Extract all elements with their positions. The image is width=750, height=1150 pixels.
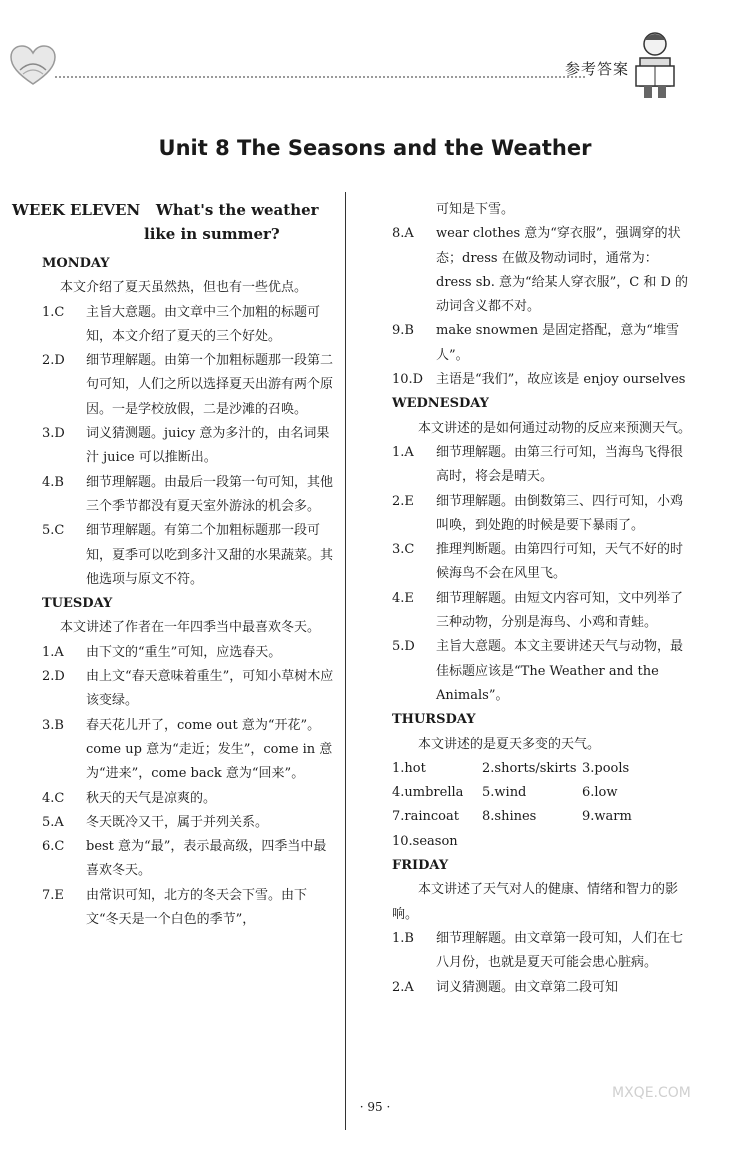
answer-number: 1.C xyxy=(42,304,65,320)
wednesday-intro: 本文讲述的是如何通过动物的反应来预测天气。 xyxy=(418,420,692,436)
day-heading-tuesday: TUESDAY xyxy=(42,596,113,612)
answer-item xyxy=(392,927,692,976)
day-heading-monday: MONDAY xyxy=(42,256,110,271)
week-label: WEEK ELEVEN xyxy=(12,201,141,219)
answer-number: 2.E xyxy=(392,493,414,509)
answer-continuation: 可知是下雪。 xyxy=(436,202,515,217)
unit-title: Unit 8 The Seasons and the Weather xyxy=(158,136,592,160)
right-column xyxy=(392,198,692,1000)
answer-item xyxy=(392,319,692,368)
answer-number: 7.E xyxy=(42,887,64,903)
answer-item xyxy=(42,714,337,787)
answer-number: 5.C xyxy=(42,523,65,539)
answer-number: 1.B xyxy=(392,930,414,946)
answer-item xyxy=(42,884,337,933)
answer-item xyxy=(42,422,337,471)
answer-item xyxy=(392,222,692,319)
answer-number: 5.A xyxy=(42,814,64,830)
word-answer: 1.hot xyxy=(392,760,426,776)
answer-number: 5.D xyxy=(392,639,415,655)
answer-item xyxy=(42,301,337,350)
word-answer-grid xyxy=(392,757,692,854)
answer-text: 推理判断题。由第四行可知，天气不好的时候海鸟不会在风里飞。 xyxy=(436,542,684,582)
page-header xyxy=(0,0,750,110)
week-question-line1: What's the weather xyxy=(155,201,319,219)
word-answer: 5.wind xyxy=(482,785,527,801)
answer-text: 主旨大意题。本文主要讲述天气与动物，最佳标题应该是“The Weather and the Animals”。 xyxy=(436,639,684,703)
answer-number: 3.B xyxy=(42,717,64,733)
answer-number: 2.D xyxy=(42,669,65,685)
answer-text: best 意为“最”，表示最高级，四季当中最喜欢冬天。 xyxy=(86,839,327,879)
day-heading-thursday: THURSDAY xyxy=(392,712,476,728)
answer-item xyxy=(42,787,337,811)
word-answer: 7.raincoat xyxy=(392,809,459,825)
answer-item xyxy=(42,349,337,422)
answer-number: 4.B xyxy=(42,474,64,490)
answer-number: 8.A xyxy=(392,226,414,242)
answer-item xyxy=(42,665,337,714)
header-label: 参考答案 xyxy=(565,60,630,78)
answer-item xyxy=(392,441,692,490)
answer-text: 主旨大意题。由文章中三个加粗的标题可知，本文介绍了夏天的三个好处。 xyxy=(86,304,321,344)
answer-text: 主语是“我们”，故应该是 enjoy ourselves xyxy=(436,372,686,388)
friday-intro: 本文讲述了天气对人的健康、情绪和智力的影响。 xyxy=(392,882,679,922)
watermark: MXQE.COM xyxy=(612,1085,691,1101)
answer-number: 6.C xyxy=(42,839,65,855)
week-title xyxy=(12,198,337,246)
answer-text: 词义猜测题。由文章第二段可知 xyxy=(436,979,619,995)
answer-item xyxy=(42,471,337,520)
tuesday-intro: 本文讲述了作者在一年四季当中最喜欢冬天。 xyxy=(60,620,321,636)
answer-number: 2.D xyxy=(42,353,65,369)
answer-number: 1.A xyxy=(42,644,64,660)
word-answer: 6.low xyxy=(582,785,618,801)
answer-text: 细节理解题。由第一个加粗标题那一段第二句可知，人们之所以选择夏天出游有两个原因。一是学校放假，二是沙滩的召唤。 xyxy=(86,353,334,417)
word-answer: 9.warm xyxy=(582,809,632,825)
answer-text: 由下文的“重生”可知，应选春天。 xyxy=(86,644,282,660)
answer-text: 细节理解题。有第二个加粗标题那一段可知，夏季可以吃到多汁又甜的水果蔬菜。其他选项与原文不符。 xyxy=(86,523,334,587)
answer-number: 3.D xyxy=(42,426,65,442)
answer-item xyxy=(392,368,692,392)
answer-number: 4.C xyxy=(42,790,65,806)
answer-number: 9.B xyxy=(392,323,414,339)
answer-text: 由常识可知，北方的冬天会下雪。由下文“冬天是一个白色的季节”， xyxy=(86,887,308,928)
reading-child-icon xyxy=(630,28,680,100)
answer-text: 词义猜测题。juicy 意为多汁的，由名词果汁 juice 可以推断出。 xyxy=(86,426,330,466)
answer-text: 冬天既冷又干，属于并列关系。 xyxy=(86,814,269,830)
answer-text: 细节理解题。由倒数第三、四行可知，小鸡叫唤，到处跑的时候是要下暴雨了。 xyxy=(436,493,684,533)
monday-intro: 本文介绍了夏天虽然热，但也有一些优点。 xyxy=(60,280,308,296)
header-dotted-line xyxy=(55,76,585,78)
answer-text: 细节理解题。由短文内容可知，文中列举了三种动物，分别是海鸟、小鸡和青蛙。 xyxy=(436,590,684,631)
answer-item xyxy=(42,641,337,665)
answer-item xyxy=(42,835,337,884)
answer-item xyxy=(392,587,692,636)
answer-item xyxy=(392,635,692,708)
answer-text: 细节理解题。由第三行可知，当海鸟飞得很高时，将会是晴天。 xyxy=(436,444,684,485)
answer-text: 细节理解题。由文章第一段可知，人们在七八月份，也就是夏天可能会患心脏病。 xyxy=(436,930,684,971)
page-number: · 95 · xyxy=(359,1100,391,1114)
answer-number: 10.D xyxy=(392,372,424,388)
answer-number: 4.E xyxy=(392,590,414,606)
week-question-line2: like in summer? xyxy=(144,225,280,243)
answer-item xyxy=(42,811,337,835)
word-answer: 2.shorts/skirts xyxy=(482,760,577,776)
column-divider xyxy=(345,192,346,1130)
word-answer: 8.shines xyxy=(482,809,537,825)
answer-text: make snowmen 是固定搭配，意为“堆雪人”。 xyxy=(436,323,679,363)
answer-number: 2.A xyxy=(392,979,414,995)
thursday-intro: 本文讲述的是夏天多变的天气。 xyxy=(418,736,601,752)
heart-decoration-icon xyxy=(8,40,58,90)
day-heading-wednesday: WEDNESDAY xyxy=(392,396,489,412)
answer-item xyxy=(42,519,337,592)
left-column xyxy=(12,198,337,932)
answer-number: 3.C xyxy=(392,542,415,558)
answer-text: wear clothes 意为“穿衣服”，强调穿的状态；dress 在做及物动词时，通常为：dress sb. 意为“给某人穿衣服”，C 和 D 的动词含义都不对。 xyxy=(436,226,689,315)
answer-item xyxy=(392,490,692,539)
word-answer: 3.pools xyxy=(582,760,630,776)
answer-text: 秋天的天气是凉爽的。 xyxy=(86,790,217,806)
word-answer: 4.umbrella xyxy=(392,785,464,801)
answer-item xyxy=(392,976,692,1000)
day-heading-friday: FRIDAY xyxy=(392,858,449,874)
word-answer: 10.season xyxy=(392,833,458,849)
answer-text: 春天花儿开了，come out 意为“开花”。come up 意为“走近；发生”，come in 意为“进来”，come back 意为“回来”。 xyxy=(86,717,333,782)
answer-text: 由上文“春天意味着重生”，可知小草树木应该变绿。 xyxy=(86,669,334,709)
answer-text: 细节理解题。由最后一段第一句可知，其他三个季节都没有夏天室外游泳的机会多。 xyxy=(86,474,334,514)
answer-item xyxy=(392,538,692,587)
answer-number: 1.A xyxy=(392,444,414,460)
